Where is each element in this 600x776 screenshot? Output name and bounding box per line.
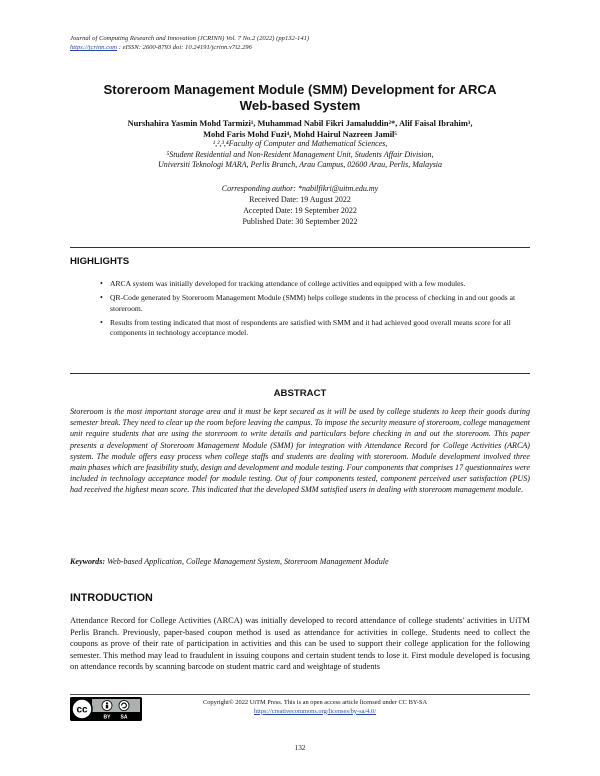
article-dates <box>60 183 540 227</box>
copyright-text: Copyright© 2022 UiTM Press. This is an open access article licensed under CC BY-SA <box>202 699 428 706</box>
introduction-text: Attendance Record for College Activities (ARCA) was initially developed to record attendance of college students' activities in UiTM Perlis Branch. Previously, paper-based coupon method is used as attendance for activities in college. Students need to collect the coupons as prove of their rate of participation in activities and this can be used to support their college application for the following semester. This method may lead to fraudulent in issuing coupons and certain student tends to lose it. First module developed is focusing on attendance records by scanning barcode on student matric card and weightage of students <box>70 616 530 672</box>
journal-citation: Journal of Computing Research and Innovation (JCRINN) Vol. 7 No.2 (2022) (pp132-141) <box>70 35 310 42</box>
keywords <box>70 556 530 567</box>
introduction-heading: INTRODUCTION <box>70 592 153 604</box>
keywords-text: Web-based Application, College Management System, Storeroom Management Module <box>107 557 389 566</box>
keywords-label: Keywords: <box>70 557 106 566</box>
license-url-link[interactable]: https://creativecommons.org/licenses/by-sa/4.0/ <box>254 707 376 715</box>
footer-divider <box>70 694 530 695</box>
sa-share-icon <box>119 701 129 711</box>
highlights-list <box>100 279 530 342</box>
affiliation-line-1: ¹,²,³,⁴Faculty of Computer and Mathematical Sciences, <box>212 139 388 148</box>
authors-line-2: Mohd Faris Mohd Fuzi⁴, Mohd Hairul Nazreen Jamil⁵ <box>203 130 397 139</box>
abstract-text: Storeroom is the most important storage area and it must be kept secured as it will be used by college students to keep their goods during semester break. They need to clear up the room before leaving the campus. To impose the security measure of storeroom, college management unit require students that are using the storeroom to write details and particulars before checking in and out the storeroom. This paper presents a development of Storeroom Management Module (SMM) for integration with Attendance Record for College Activities (ARCA) system. The module offers easy process when college staffs and students are dealing with storeroom. Module development involved three main phases which are feasibility study, design and development and module testing. Four components that comprises 17 questionnaires were included in technology acceptance model for module testing. Out of four components tested, component perceived user satisfaction (PUS) had received the highest mean score. This indicated that the developed SMM satisfied users in dealing with storeroom management module. <box>70 407 530 495</box>
affiliation-line-3: Universiti Teknologi MARA, Perlis Branch, Arau Campus, 02600 Arau, Perlis, Malaysia <box>157 160 443 169</box>
divider-top <box>70 247 530 248</box>
affiliation-line-2: ⁵Student Residential and Non-Resident Management Unit, Students Affair Division, <box>166 149 434 159</box>
copyright-notice <box>150 699 480 716</box>
journal-url-link[interactable]: https://jcrinn.com <box>70 44 118 51</box>
journal-header <box>70 34 309 52</box>
sa-label: SA <box>120 714 128 721</box>
accepted-date: Accepted Date: 19 September 2022 <box>243 206 357 215</box>
published-date: Published Date: 30 September 2022 <box>242 217 358 226</box>
author-list <box>60 118 540 140</box>
page-number: 132 <box>294 744 306 752</box>
corresponding-author: Corresponding author: *nabilfikri@uitm.edu.my <box>221 184 379 193</box>
received-date: Received Date: 19 August 2022 <box>249 195 351 204</box>
by-label: BY <box>103 714 111 721</box>
authors-line-1: Nurshahira Yasmin Mohd Tarmizi¹, Muhammad Nabil Fikri Jamaluddin²*, Alif Faisal Ibrahim³, <box>127 119 473 128</box>
highlights-heading: HIGHLIGHTS <box>70 256 130 267</box>
cc-glyph: cc <box>76 704 88 716</box>
title-line-1: Storeroom Management Module (SMM) Development for ARCA <box>103 82 497 97</box>
highlight-item: • ARCA system was initially developed for tracking attendance of college activities and equipped with a few modules. <box>100 279 530 290</box>
issn-doi: : eISSN: 2600-8793 doi: 10.24191/jcrinn.v7i2.296 <box>118 44 252 51</box>
highlight-item: • QR-Code generated by Storeroom Management Module (SMM) helps college students in the process of checking in and out goods at storeroom. <box>100 293 530 314</box>
title-line-2: Web-based System <box>239 97 361 113</box>
divider-highlights-end <box>70 373 530 374</box>
affiliations <box>60 139 540 171</box>
paper-title <box>60 82 540 113</box>
abstract-heading: ABSTRACT <box>273 388 327 399</box>
cc-by-sa-license-badge[interactable] <box>70 697 142 721</box>
journal-identifiers <box>70 43 309 52</box>
highlight-item: • Results from testing indicated that most of respondents are satisfied with SMM and it had achieved good overall means score for all components in technology acceptance model. <box>100 318 530 339</box>
